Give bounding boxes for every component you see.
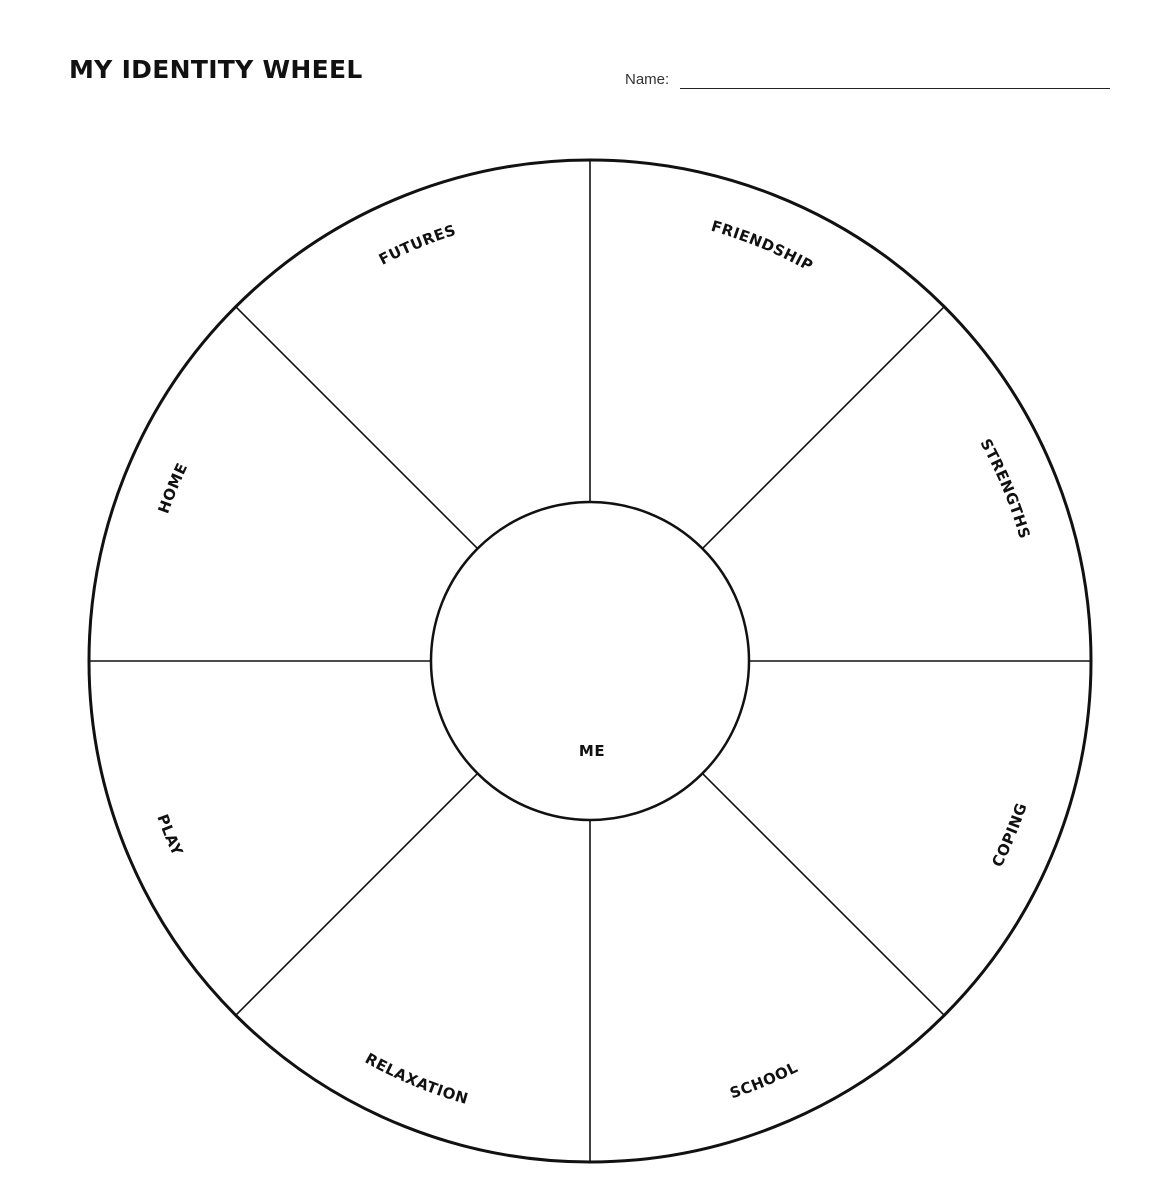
segment-label-strengths: STRENGTHS	[976, 435, 1034, 541]
page-title: MY IDENTITY WHEEL	[69, 55, 363, 84]
segment-label-coping: COPING	[988, 800, 1031, 870]
spoke-line	[236, 307, 478, 549]
center-label: ME	[578, 742, 606, 760]
spoke-line	[236, 773, 478, 1015]
name-label: Name:	[625, 71, 670, 88]
inner-circle[interactable]	[431, 502, 749, 820]
segment-label-futures: FUTURES	[375, 220, 459, 269]
spoke-line	[702, 307, 944, 549]
segment-label-play: PLAY	[153, 811, 187, 859]
segment-label-friendship: FRIENDSHIP	[709, 216, 817, 276]
spoke-line	[702, 773, 944, 1015]
segment-label-relaxation: RELAXATION	[362, 1049, 471, 1108]
segment-label-home: HOME	[154, 460, 192, 516]
segment-label-school: SCHOOL	[727, 1058, 801, 1103]
